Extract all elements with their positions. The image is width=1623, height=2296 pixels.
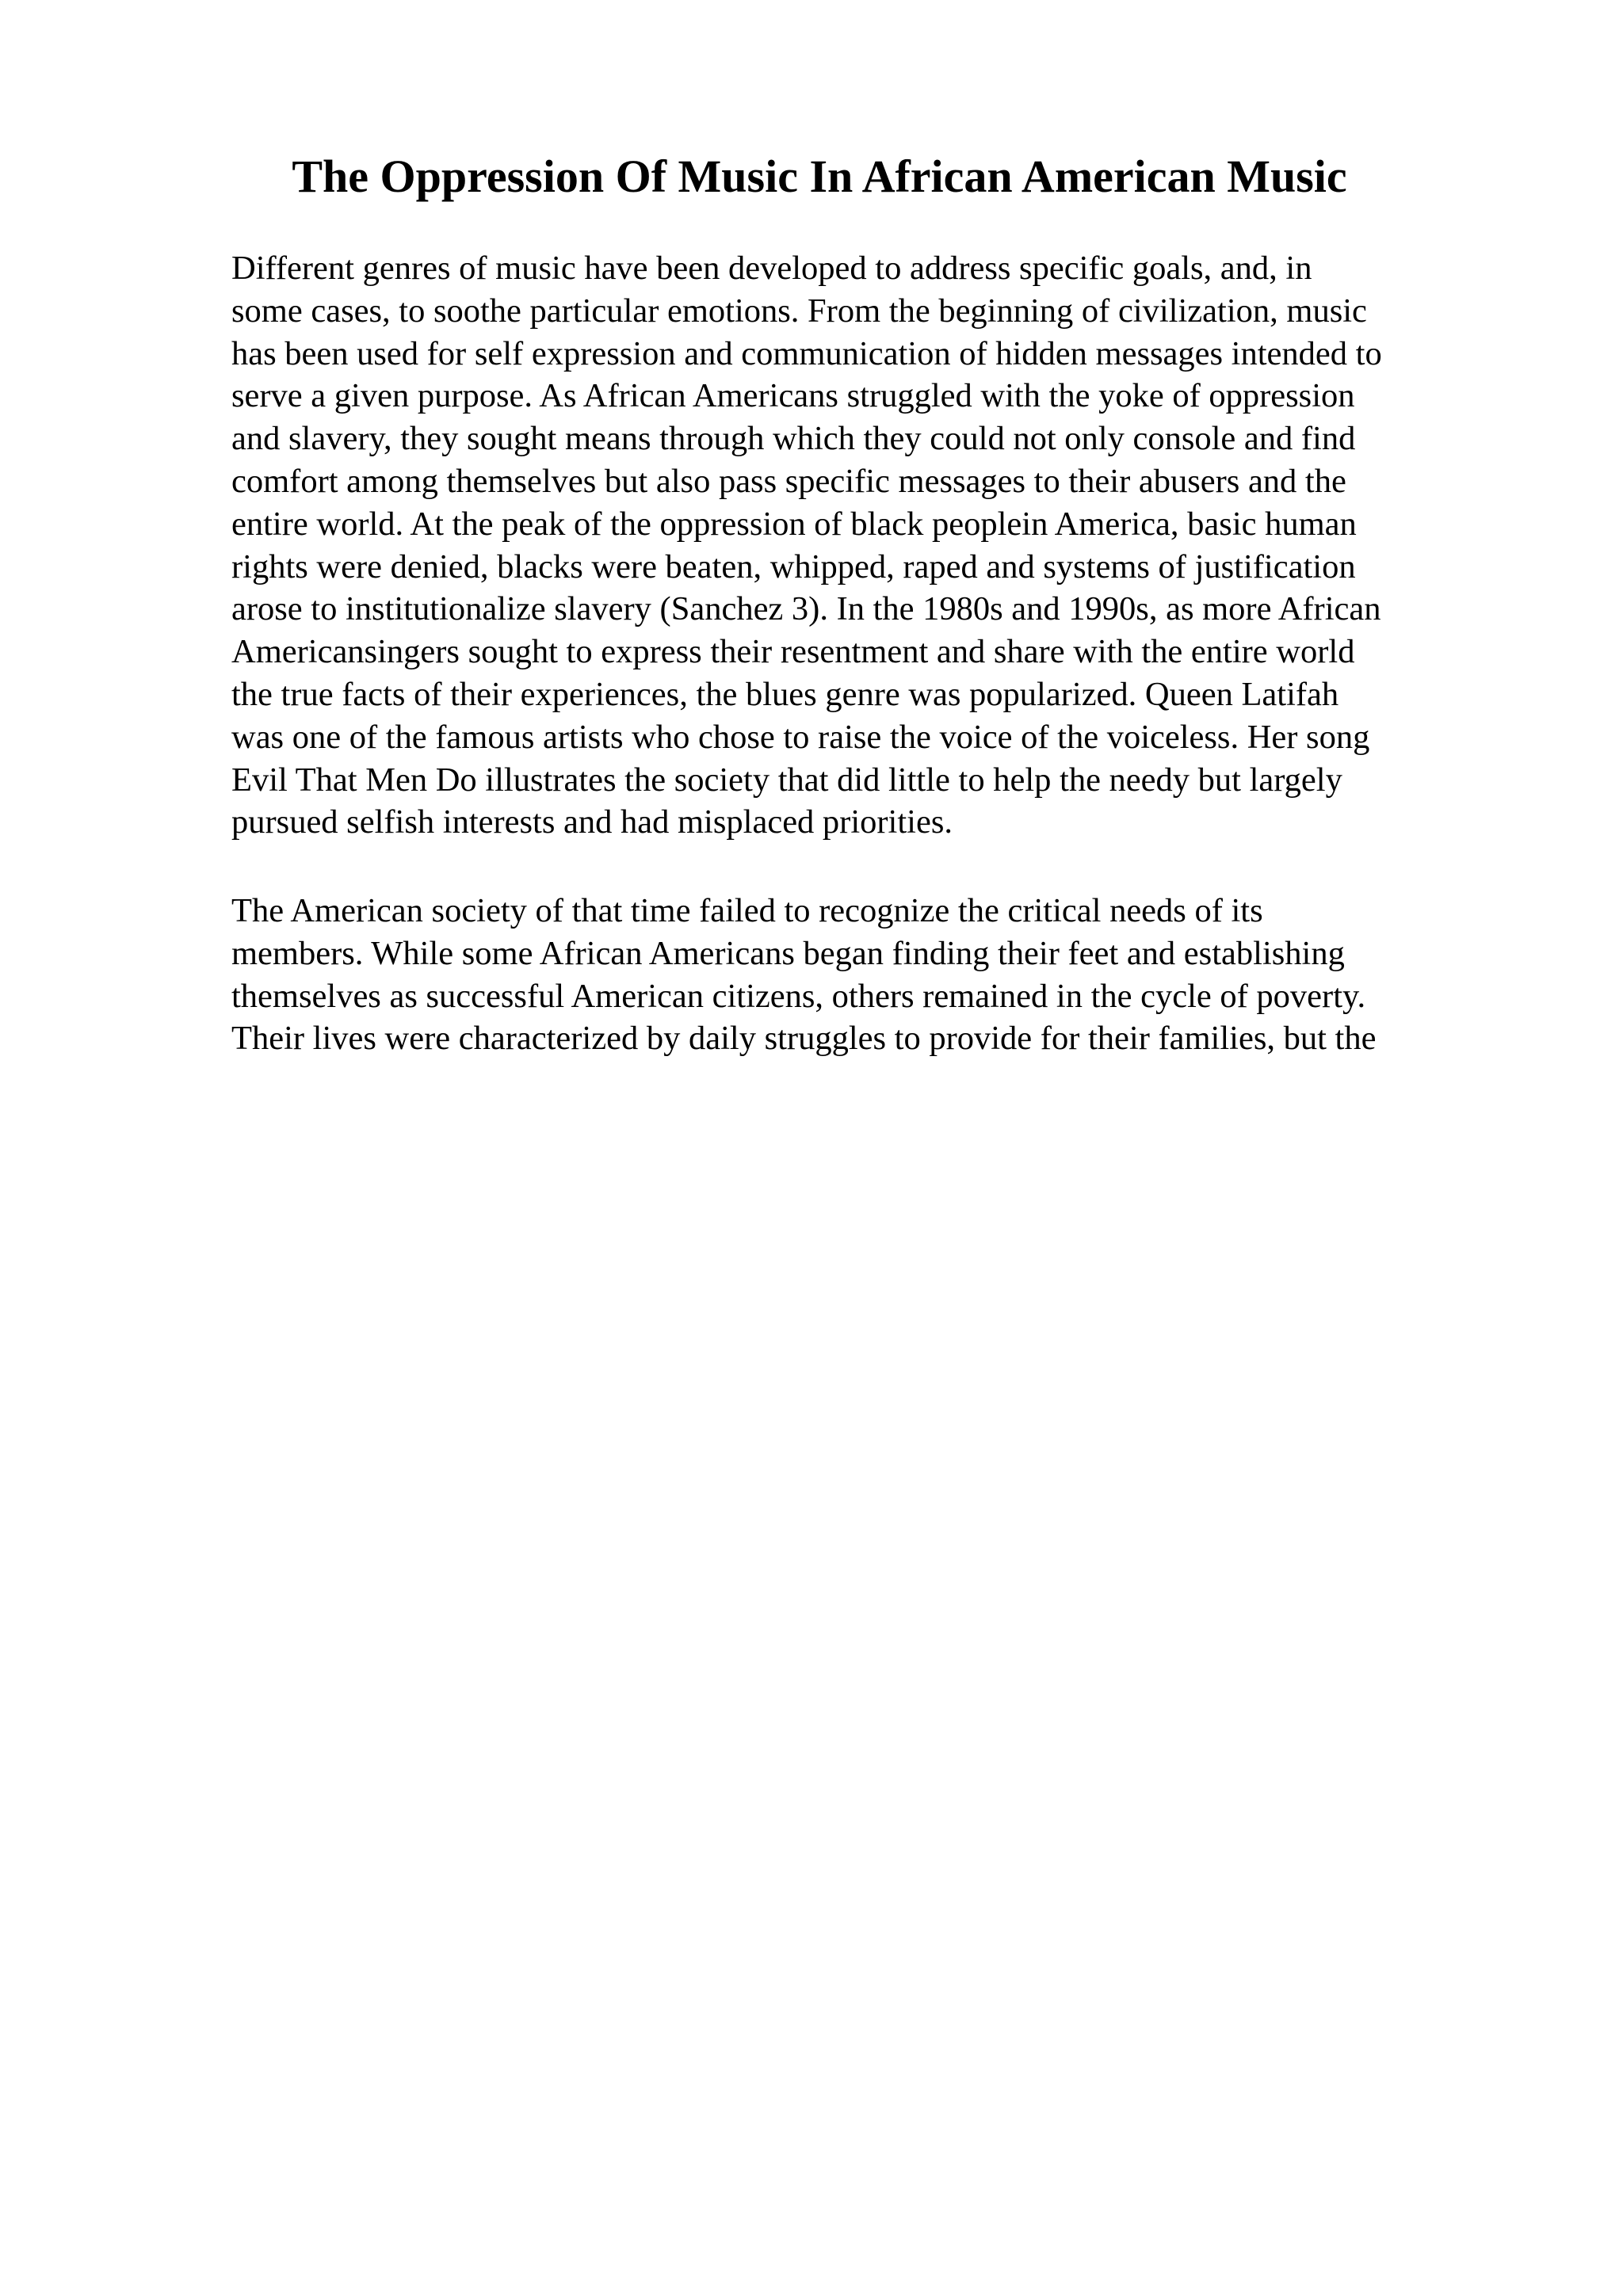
text-line: Their lives were characterized by daily struggles to provide for their families, but the (231, 1020, 1377, 1058)
paragraph-2 (231, 890, 1515, 1060)
text-line: has been used for self expression and communication of hidden messages intended to (231, 334, 1382, 372)
text-line: The American society of that time failed to recognize the critical needs of its (231, 892, 1263, 929)
text-line: the true facts of their experiences, the blues genre was popularized. Queen Latifah (231, 675, 1339, 713)
text-line: serve a given purpose. As African Americans struggled with the yoke of oppression (231, 377, 1355, 415)
document-title: The Oppression Of Music In African American Music (292, 151, 1347, 202)
text-line: themselves as successful American citizens, others remained in the cycle of poverty. (231, 977, 1366, 1015)
text-line: was one of the famous artists who chose to raise the voice of the voiceless. Her song (231, 718, 1370, 756)
text-line: Different genres of music have been developed to address specific goals, and, in (231, 250, 1312, 287)
text-line: some cases, to soothe particular emotions. From the beginning of civilization, music (231, 292, 1367, 330)
text-line: members. While some African Americans began finding their feet and establishing (231, 934, 1345, 972)
text-line: Evil That Men Do illustrates the society that did little to help the needy but largely (231, 761, 1342, 799)
text-line: Americansingers sought to express their resentment and share with the entire world (231, 633, 1355, 671)
text-line: comfort among themselves but also pass specific messages to their abusers and the (231, 462, 1346, 500)
text-line: pursued selfish interests and had misplaced priorities. (231, 803, 953, 841)
text-line: arose to institutionalize slavery (Sanchez 3). In the 1980s and 1990s, as more African (231, 590, 1381, 628)
text-line: and slavery, they sought means through which they could not only console and find (231, 420, 1356, 458)
text-line: entire world. At the peak of the oppression of black peoplein America, basic human (231, 505, 1357, 543)
text-line: rights were denied, blacks were beaten, whipped, raped and systems of justification (231, 547, 1356, 585)
paragraph-1 (231, 247, 1515, 844)
